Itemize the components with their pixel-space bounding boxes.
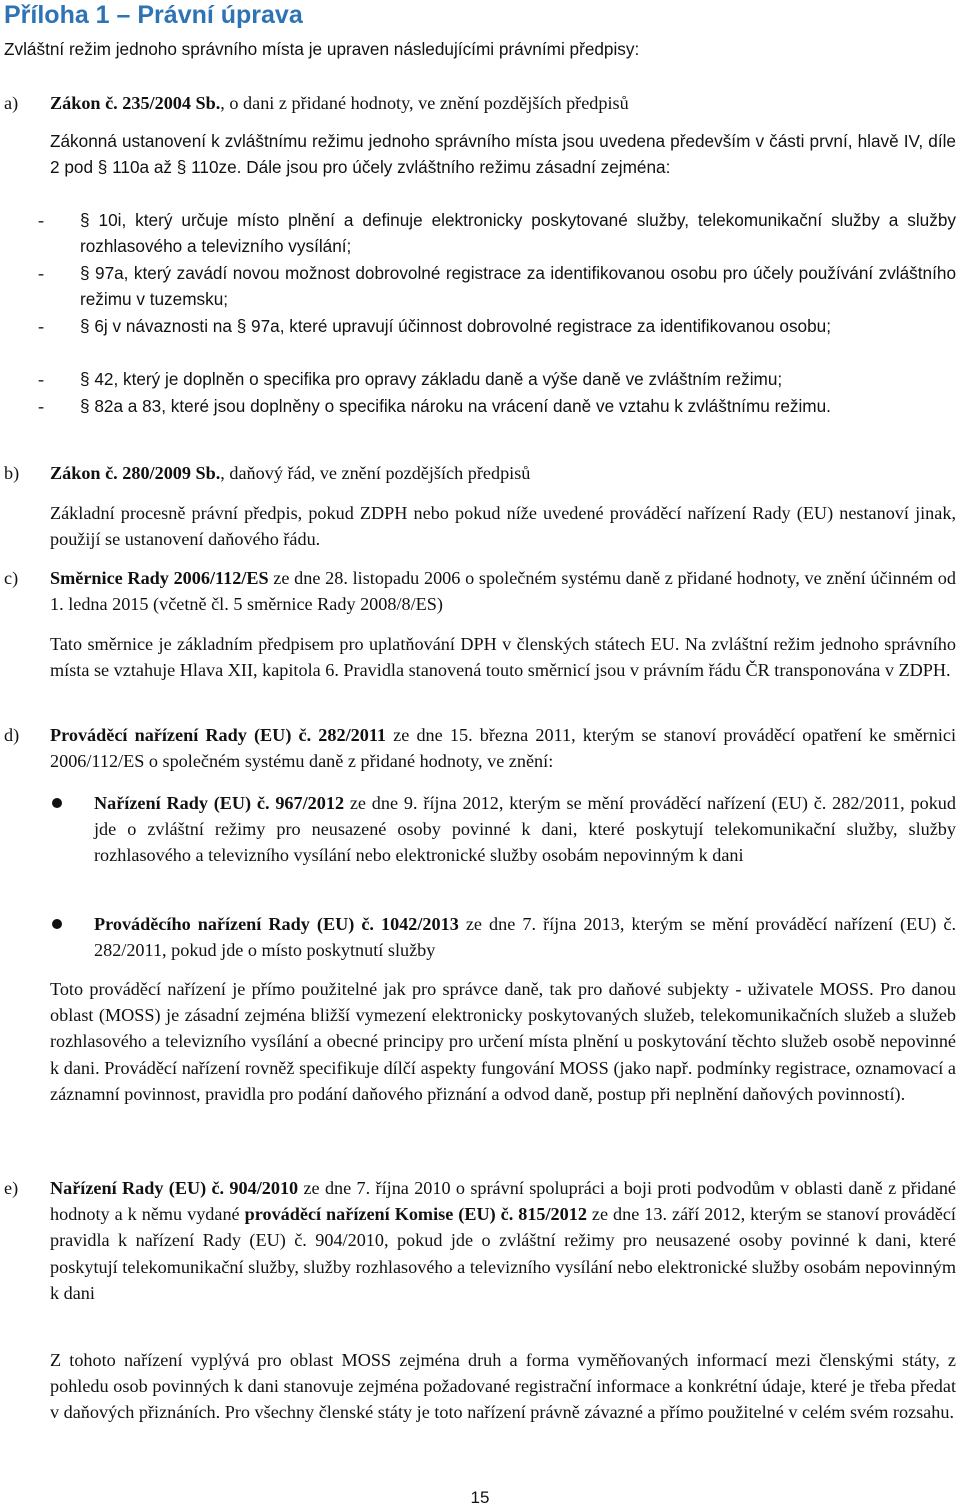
item-a-text: Zákonná ustanovení k zvláštnímu režimu jednoho správního místa jsou uvedena především v části první, hlavě IV, díle 2 pod § 110a až § 110ze. Dále jsou pro účely zvláštního režimu zásadní zejména: <box>50 131 956 178</box>
item-c-text: Tato směrnice je základním předpisem pro uplatňování DPH v členských státech EU. Na zvláštní režim jednoho správního místa se vztahuje Hlava XII, kapitola 6. Pravidla stanovená touto směrnicí jsou v právním řádu ČR transponována v ZDPH. <box>50 634 956 681</box>
item-e-marker: e) <box>4 1178 19 1198</box>
item-d-heading-bold: Prováděcí nařízení Rady (EU) č. 282/2011 <box>50 725 387 745</box>
dash-item-97a: § 97a, který zavádí novou možnost dobrovolné registrace za identifikovanou osobu pro účely používání zvláštního režimu v tuzemsku; <box>80 263 956 310</box>
intro-text: Zvláštní režim jednoho správního místa je upraven následujícími právními předpisy: <box>4 39 640 59</box>
dash-marker: - <box>38 316 45 336</box>
bullet-item-rest: ze dne 7. října 2013, kterým se mění prováděcí nařízení (EU) č. 282/2011, pokud jde o místo poskytnutí služby <box>94 914 957 961</box>
item-d-heading <box>50 722 956 774</box>
item-a-heading-rest: , o dani z přidané hodnoty, ve znění pozdějších předpisů <box>220 93 629 113</box>
item-d-text: Toto prováděcí nařízení je přímo použitelné jak pro správce daně, tak pro daňové subjekty - uživatele MOSS. Pro danou oblast (MOSS) je zásadní zejména bližší vymezení elektronicky poskytovaných služeb, telekomunikačních služeb a služeb rozhlasového a televizního vysílání a obecné principy pro určení místa plnění u poskytování těchto služeb osobě nepovinné k dani. Prováděcí nařízení rovněž specifikuje dílčí aspekty fungování MOSS (jako např. podmínky registrace, oznamovací a záznamní povinnost, pravidla pro podání daňového přiznání a odvod daně, postup při neplnění daňových povinností). <box>50 979 956 1104</box>
item-b-text: Základní procesně právní předpis, pokud ZDPH nebo pokud níže uvedené prováděcí nařízení Rady (EU) nestanoví jinak, použijí se ustanovení daňového řádu. <box>50 503 956 550</box>
item-c-heading-bold: Směrnice Rady 2006/112/ES <box>50 568 269 588</box>
dash-marker: - <box>38 263 45 283</box>
bullet-item-1042-2013 <box>94 911 956 963</box>
bullet-item-bold: Nařízení Rady (EU) č. 967/2012 <box>94 793 345 813</box>
item-d-heading-rest: ze dne 15. března 2011, kterým se stanoví prováděcí opatření ke směrnici 2006/112/ES o společném systému daně z přidané hodnoty, ve znění: <box>50 725 956 772</box>
item-e-heading <box>50 1175 956 1306</box>
dash-marker: - <box>38 369 45 389</box>
item-e-heading-bold2: prováděcí nařízení Komise (EU) č. 815/2012 <box>244 1204 587 1225</box>
item-a-marker: a) <box>4 93 19 113</box>
item-a-heading-bold: Zákon č. 235/2004 Sb. <box>50 93 221 113</box>
item-b-heading-rest: , daňový řád, ve znění pozdějších předpisů <box>220 463 531 483</box>
item-e-heading-rest2: ze dne 13. září 2012, kterým se stanoví prováděcí pravidla k nařízení Rady (EU) č. 904/2010, pokud jde o zvláštní režimy pro neusazené osoby povinné k dani, které poskytují telekomunikační služby, služby rozhlasového a televizního vysílání nebo elektronické služby osobám nepovinným k dani <box>50 1204 956 1303</box>
item-b-marker: b) <box>4 463 20 483</box>
item-b-heading <box>50 460 956 486</box>
dash-item-42: § 42, který je doplněn o specifika pro opravy základu daně a výše daně ve zvláštním režimu; <box>80 369 783 389</box>
dash-item-10i: § 10i, který určuje místo plnění a definuje elektronicky poskytované služby, telekomunikační služby a služby rozhlasového a televizního vysílání; <box>80 210 956 257</box>
page-number: 15 <box>470 1488 490 1507</box>
item-c-heading-rest: ze dne 28. listopadu 2006 o společném systému daně z přidané hodnoty, ve znění účinném od 1. ledna 2015 (včetně čl. 5 směrnice Rady 2008/8/ES) <box>50 568 956 615</box>
item-c-heading <box>50 565 956 617</box>
bullet-item-bold: Prováděcího nařízení Rady (EU) č. 1042/2013 <box>94 914 459 934</box>
item-a-heading <box>50 90 956 116</box>
dash-marker: - <box>38 210 45 230</box>
bullet-icon <box>52 919 62 929</box>
item-e-heading-rest: ze dne 7. října 2010 o správní spolupráci a boji proti podvodům v oblasti daně z přidané hodnoty a k němu vydané <box>50 1178 957 1225</box>
bullet-item-rest: ze dne 9. října 2012, kterým se mění prováděcí nařízení (EU) č. 282/2011, pokud jde o zvláštní režimy pro neusazené osoby povinné k dani, které poskytují telekomunikační služby, služby rozhlasového a televizního vysílání nebo elektronické služby osobám nepovinným k dani <box>94 793 956 866</box>
page-title: Příloha 1 – Právní úprava <box>4 1 303 29</box>
item-b-heading-bold: Zákon č. 280/2009 Sb. <box>50 463 221 483</box>
dash-item-82a: § 82a a 83, které jsou doplněny o specifika nároku na vrácení daně ve vztahu k zvláštnímu režimu. <box>80 396 831 416</box>
item-d-marker: d) <box>4 725 20 745</box>
dash-item-6j: § 6j v návaznosti na § 97a, které upravují účinnost dobrovolné registrace za identifikovanou osobu; <box>80 316 831 336</box>
item-e-heading-bold: Nařízení Rady (EU) č. 904/2010 <box>50 1178 299 1198</box>
bullet-item-967-2012 <box>94 790 956 869</box>
bullet-icon <box>52 798 62 808</box>
item-e-text: Z tohoto nařízení vyplývá pro oblast MOSS zejména druh a forma vyměňovaných informací mezi členskými státy, z pohledu osob povinných k dani stanovuje zejména požadované registrační informace a konkrétní údaje, které je třeba předat v daňových přiznáních. Pro všechny členské státy je toto nařízení právně závazné a přímo použitelné v celém svém rozsahu. <box>50 1350 956 1423</box>
dash-marker: - <box>38 396 45 416</box>
item-c-marker: c) <box>4 568 19 588</box>
